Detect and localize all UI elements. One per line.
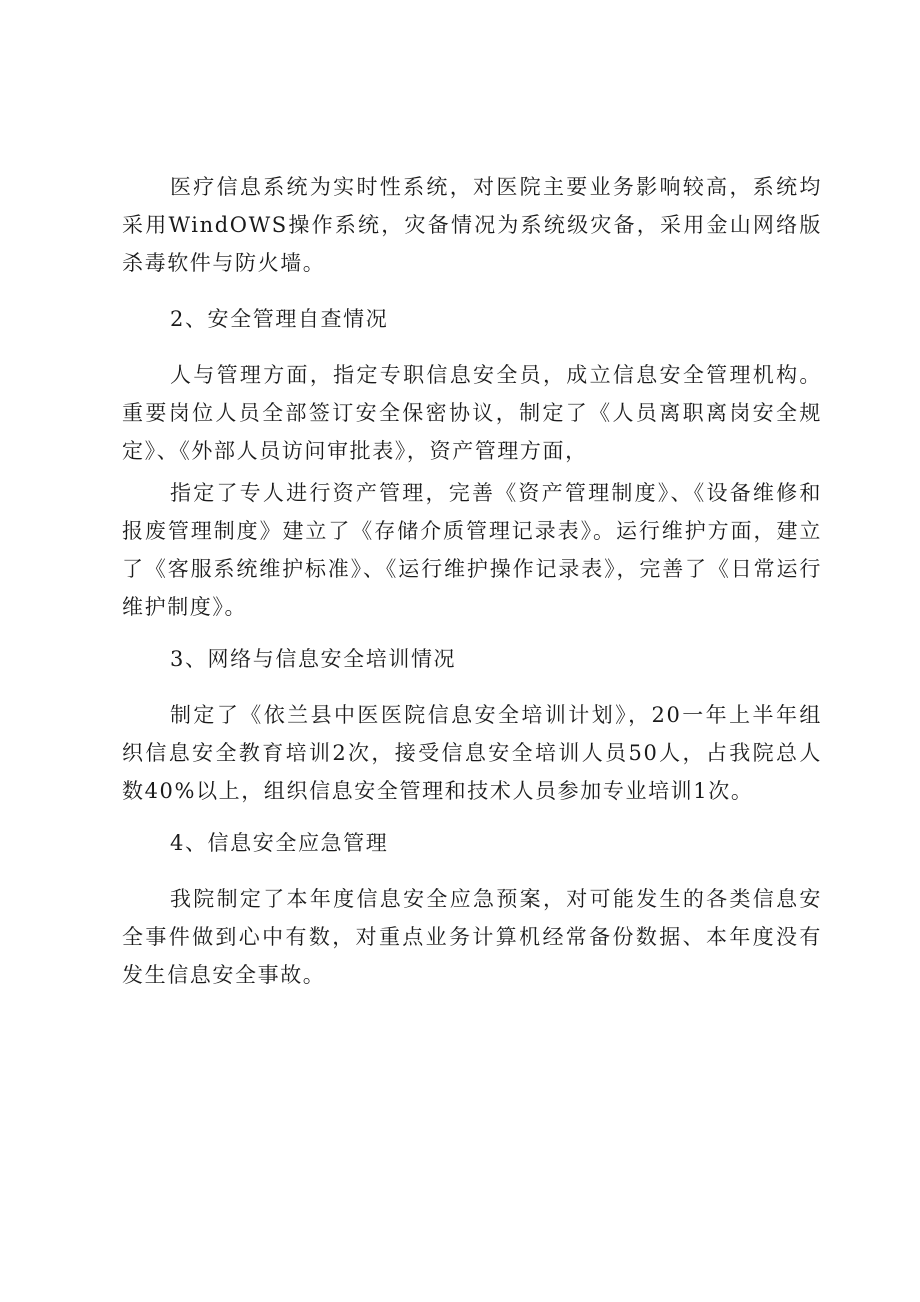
paragraph-training-details: 制定了《依兰县中医医院信息安全培训计划》，20一年上半年组织信息安全教育培训2次，接受信息安全培训人员50人，占我院总人数40%以上，组织信息安全管理和技术人员参加专业培训1次。: [122, 703, 822, 803]
paragraph-asset-and-operations: 指定了专人进行资产管理，完善《资产管理制度》、《设备维修和报废管理制度》建立了《存储介质管理记录表》。运行维护方面，建立了《客服系统维护标准》、《运行维护操作记录表》，完善了《日常运行维护制度》。: [122, 481, 822, 619]
heading-emergency-management: 4、信息安全应急管理: [170, 831, 389, 855]
heading-security-management-self-check: 2、安全管理自查情况: [170, 307, 389, 331]
paragraph-personnel-management: 人与管理方面，指定专职信息安全员，成立信息安全管理机构。重要岗位人员全部签订安全保密协议，制定了《人员离职离岗安全规定》、《外部人员访问审批表》，资产管理方面，: [122, 363, 822, 463]
paragraph-emergency-plan: 我院制定了本年度信息安全应急预案，对可能发生的各类信息安全事件做到心中有数，对重点业务计算机经常备份数据、本年度没有发生信息安全事故。: [122, 887, 822, 987]
heading-training: 3、网络与信息安全培训情况: [170, 647, 457, 671]
document-body: [122, 168, 822, 994]
paragraph-system-overview: 医疗信息系统为实时性系统，对医院主要业务影响较高，系统均采用WindOWS操作系统，灾备情况为系统级灾备，采用金山网络版杀毒软件与防火墙。: [122, 175, 822, 275]
